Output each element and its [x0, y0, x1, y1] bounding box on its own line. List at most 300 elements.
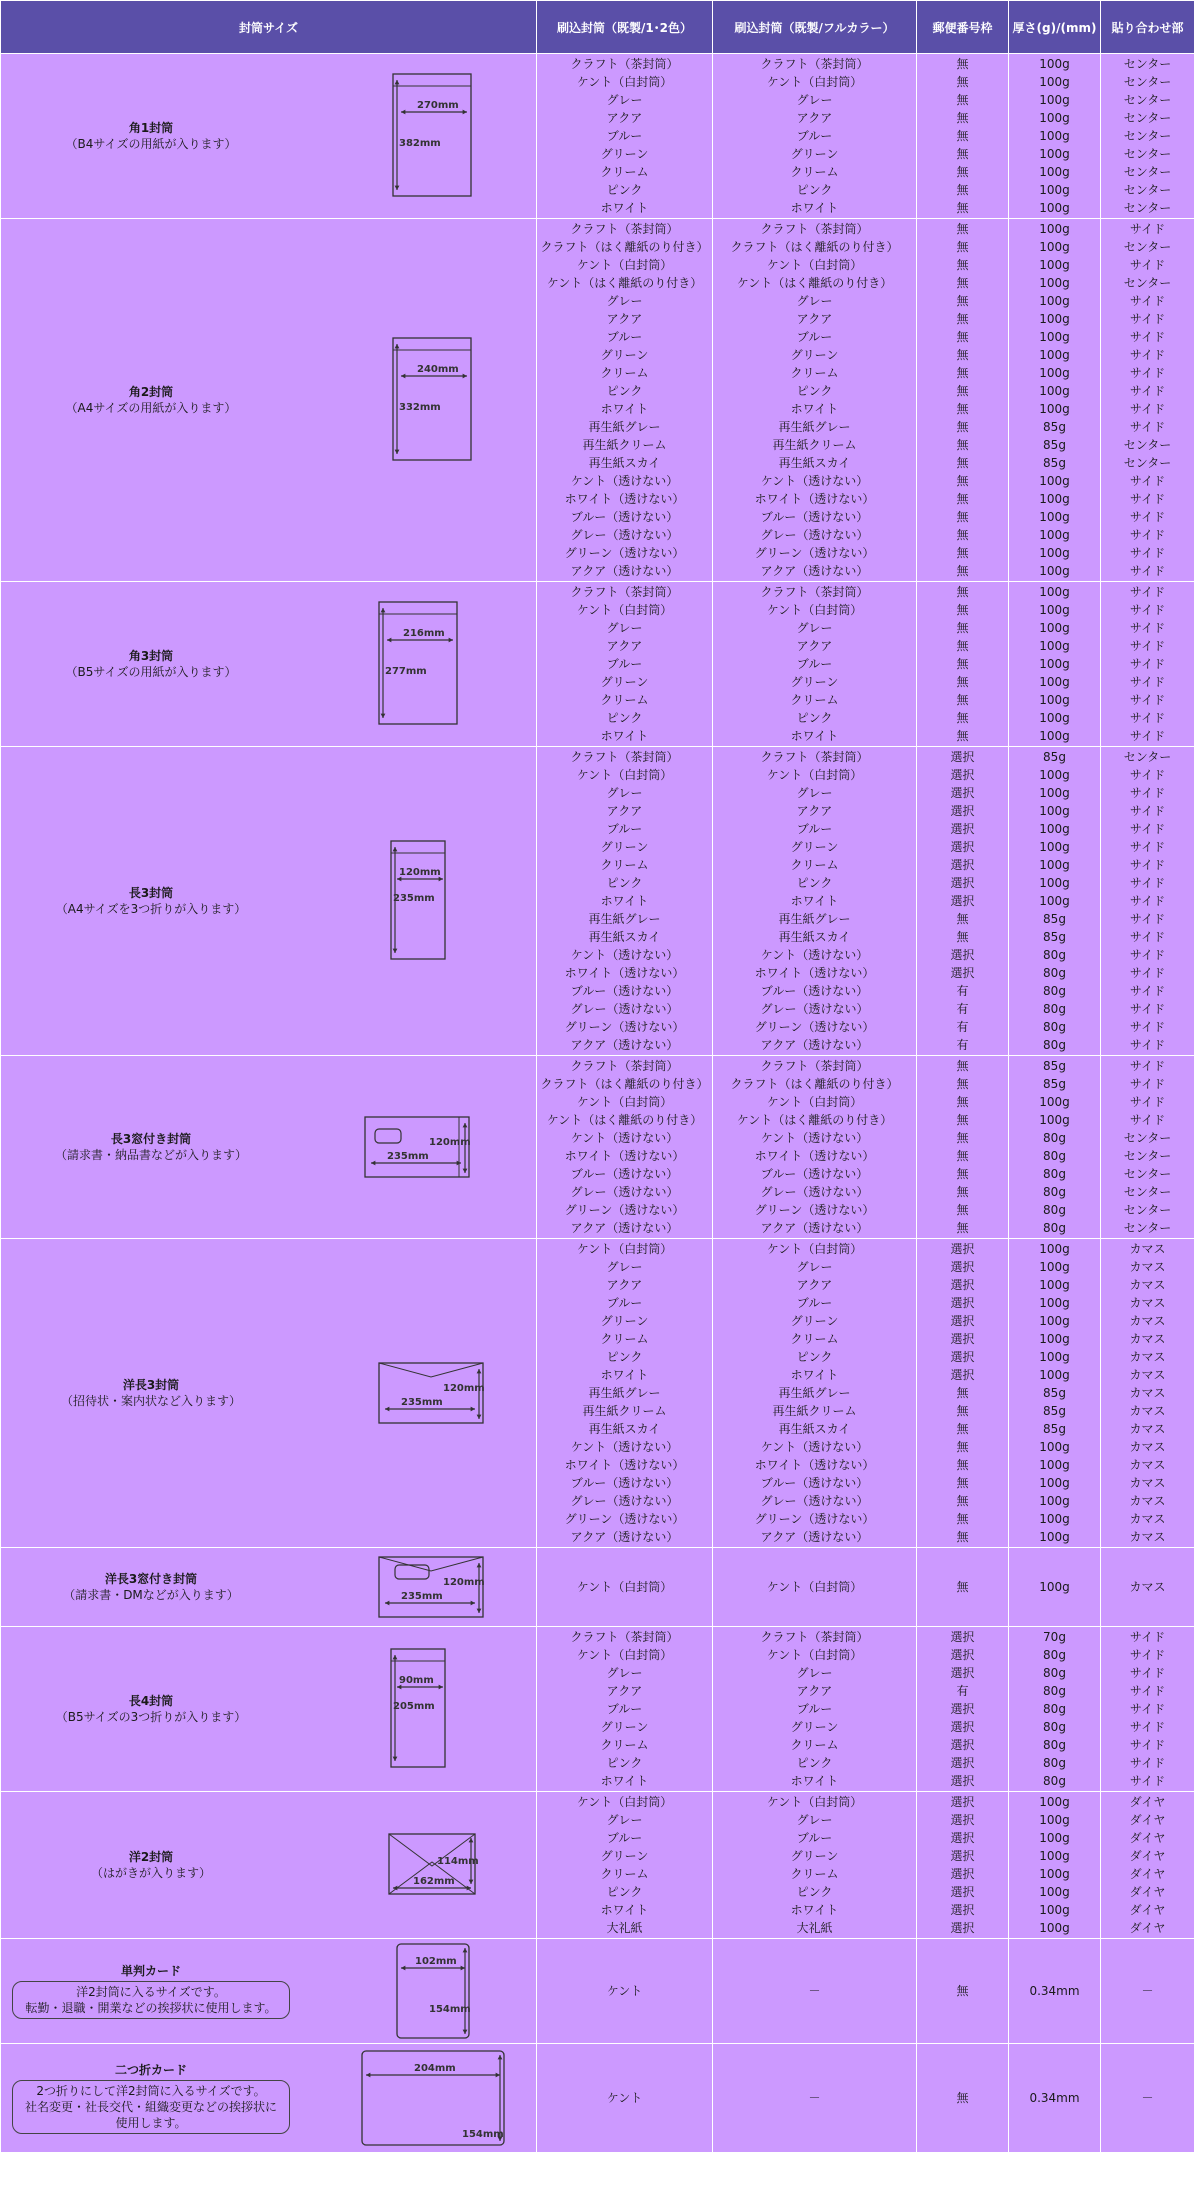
list-item: サイド [1129, 675, 1166, 689]
list-item: ピンク [606, 1885, 643, 1899]
list-item: 選択 [950, 786, 975, 800]
list-item: 無 [956, 1458, 969, 1472]
dimension-label: 270mm [417, 100, 459, 111]
envelope-name-block [1, 120, 301, 152]
list-item: 無 [956, 438, 969, 452]
list-item: 選択 [950, 1849, 975, 1863]
list-item: 0.34mm [1029, 2091, 1080, 2105]
list-item: 無 [956, 111, 969, 125]
column-postal-code-box-cell [917, 1627, 1009, 1792]
list-item: グレー（透けない） [760, 528, 869, 542]
list-item: 再生紙グレー [588, 420, 661, 434]
list-item: 100g [1039, 1849, 1070, 1863]
list-item: グレー [606, 1813, 643, 1827]
list-item: グレー [606, 621, 643, 635]
list-item: サイド [1129, 258, 1166, 272]
list-item: 選択 [950, 1260, 975, 1274]
list-item: サイド [1129, 984, 1166, 998]
list-item: 100g [1039, 75, 1070, 89]
list-item: － [808, 2091, 821, 2105]
list-item: 100g [1039, 1885, 1070, 1899]
list-item: 無 [956, 1440, 969, 1454]
list-item: ケント [606, 1984, 643, 1998]
envelope-dimension-drawing [360, 2049, 506, 2147]
list-item: 有 [956, 1002, 969, 1016]
envelope-name: 角1封筒 [128, 121, 174, 135]
list-item: クリーム [600, 366, 649, 380]
list-item: 100g [1039, 147, 1070, 161]
list-item: 100g [1039, 222, 1070, 236]
list-item: アクア [606, 1684, 643, 1698]
list-item: ケント（白封筒） [576, 1095, 673, 1109]
list-item: ダイヤ [1129, 1831, 1166, 1845]
column-postal-code-box-cell [917, 2044, 1009, 2153]
list-item: 選択 [950, 858, 975, 872]
dimension-label: 382mm [399, 138, 441, 149]
list-item: 選択 [950, 1242, 975, 1256]
list-item: カマス [1129, 1422, 1166, 1436]
list-item: 選択 [950, 1350, 975, 1364]
list-item: 80g [1043, 1185, 1066, 1199]
list-item: センター [1123, 93, 1172, 107]
list-item: ホワイト [600, 894, 649, 908]
envelope-description: 2つ折りにして洋2封筒に入るサイズです。 社名変更・社長交代・組織変更などの挨拶状に 使用します。 [12, 2080, 290, 2134]
envelope-description: （B5サイズの用紙が入ります） [65, 665, 237, 679]
list-item: 無 [956, 510, 969, 524]
envelope-description: （はがきが入ります） [90, 1866, 211, 1880]
dimension-label: 154mm [429, 2004, 471, 2015]
list-item: ケント（白封筒） [766, 603, 863, 617]
list-item: センター [1123, 147, 1172, 161]
list-item: 選択 [950, 876, 975, 890]
list-item: 80g [1043, 948, 1066, 962]
list-item: クリーム [600, 693, 649, 707]
list-item: クラフト（はく離紙のり付き） [540, 240, 709, 254]
list-item: 80g [1043, 1149, 1066, 1163]
list-item: グリーン [600, 348, 649, 362]
list-item: 無 [956, 1095, 969, 1109]
list-item: ホワイト（透けない） [754, 1458, 875, 1472]
list-item: グレー [796, 294, 833, 308]
dimension-label: 102mm [415, 1956, 457, 1967]
list-item: グリーン（透けない） [754, 1512, 875, 1526]
list-item: 100g [1039, 1296, 1070, 1310]
list-item: 無 [956, 1131, 969, 1145]
column-seam-cell [1101, 219, 1194, 582]
list-item: クラフト（はく離紙のり付き） [730, 1077, 899, 1091]
list-item: サイド [1129, 1738, 1166, 1752]
envelope-name: 洋2封筒 [128, 1850, 174, 1864]
list-item: クリーム [790, 693, 839, 707]
list-item: 100g [1039, 1921, 1070, 1935]
list-item: 100g [1039, 1260, 1070, 1274]
list-item: 有 [956, 1038, 969, 1052]
list-item: アクア [606, 312, 643, 326]
list-item: ホワイト [790, 729, 839, 743]
list-item: 100g [1039, 729, 1070, 743]
list-item: ピンク [796, 711, 833, 725]
list-item: 100g [1039, 876, 1070, 890]
list-item: サイド [1129, 528, 1166, 542]
list-item: クリーム [790, 1332, 839, 1346]
list-item: 100g [1039, 330, 1070, 344]
list-item: 無 [956, 1494, 969, 1508]
list-item: 80g [1043, 1221, 1066, 1235]
list-item: グレー [796, 621, 833, 635]
envelope-description: （請求書・納品書などが入ります） [54, 1148, 247, 1162]
envelope-dimension-drawing [389, 1647, 449, 1771]
dimension-label: 120mm [443, 1577, 485, 1588]
envelope-name-block [1, 1849, 301, 1881]
list-item: グレー（透けない） [570, 1494, 679, 1508]
list-item: 選択 [950, 1296, 975, 1310]
list-item: ブルー [796, 330, 833, 344]
dimension-label: 120mm [399, 867, 441, 878]
envelope-illustration [389, 839, 449, 963]
list-item: カマス [1129, 1296, 1166, 1310]
list-item: 無 [956, 366, 969, 380]
list-item: 無 [956, 1422, 969, 1436]
list-item: グレー [796, 786, 833, 800]
envelope-group-row [1, 1056, 1194, 1239]
list-item: 再生紙グレー [778, 420, 851, 434]
list-item: 有 [956, 1020, 969, 1034]
list-item: サイド [1129, 729, 1166, 743]
list-item: 無 [956, 1404, 969, 1418]
column-print-1-2-color-cell [537, 1939, 713, 2044]
list-item: 100g [1039, 1095, 1070, 1109]
list-item: クラフト（茶封筒） [570, 57, 679, 71]
list-item: サイド [1129, 603, 1166, 617]
list-item: 無 [956, 294, 969, 308]
list-item: クリーム [790, 1738, 839, 1752]
list-item: クラフト（はく離紙のり付き） [730, 240, 899, 254]
list-item: センター [1123, 1203, 1172, 1217]
list-item: 80g [1043, 1131, 1066, 1145]
list-item: カマス [1129, 1242, 1166, 1256]
list-item: 再生紙スカイ [778, 456, 851, 470]
list-item: サイド [1129, 222, 1166, 236]
list-item: ブルー（透けない） [760, 1167, 869, 1181]
list-item: 無 [956, 657, 969, 671]
envelope-illustration [387, 1832, 479, 1898]
list-item: ケント（白封筒） [576, 75, 673, 89]
list-item: ピンク [606, 711, 643, 725]
list-item: 無 [956, 1077, 969, 1091]
list-item: アクア [606, 804, 643, 818]
list-item: クリーム [600, 165, 649, 179]
list-item: 選択 [950, 1903, 975, 1917]
list-item: 無 [956, 165, 969, 179]
list-item: グレー（透けない） [760, 1002, 869, 1016]
list-item: カマス [1129, 1458, 1166, 1472]
list-item: ケント（白封筒） [766, 768, 863, 782]
list-item: 85g [1043, 750, 1066, 764]
list-item: サイド [1129, 693, 1166, 707]
list-item: 100g [1039, 294, 1070, 308]
list-item: 100g [1039, 510, 1070, 524]
list-item: 100g [1039, 639, 1070, 653]
envelope-size-cell [1, 2044, 537, 2153]
list-item: 80g [1043, 1167, 1066, 1181]
list-item: 無 [956, 546, 969, 560]
list-item: グリーン [600, 840, 649, 854]
column-postal-code-box-cell [917, 219, 1009, 582]
list-item: 無 [956, 603, 969, 617]
list-item: カマス [1129, 1368, 1166, 1382]
envelope-illustration [391, 72, 475, 200]
list-item: 無 [956, 1203, 969, 1217]
list-item: ホワイト（透けない） [564, 1149, 685, 1163]
column-print-1-2-color-cell [537, 54, 713, 219]
list-item: クラフト（茶封筒） [570, 1630, 679, 1644]
list-item: 無 [956, 183, 969, 197]
envelope-name: 洋長3封筒 [122, 1378, 180, 1392]
envelope-description: （B5サイズの3つ折りが入ります） [55, 1710, 247, 1724]
envelope-group-row [1, 582, 1194, 747]
list-item: 0.34mm [1029, 1984, 1080, 1998]
list-item: ダイヤ [1129, 1849, 1166, 1863]
dimension-label: 204mm [414, 2063, 456, 2074]
list-item: サイド [1129, 1774, 1166, 1788]
list-item: ピンク [606, 1350, 643, 1364]
list-item: 選択 [950, 1738, 975, 1752]
list-item: 85g [1043, 420, 1066, 434]
envelope-description: （A4サイズの用紙が入ります） [65, 401, 237, 415]
list-item: 無 [956, 2091, 969, 2105]
list-item: 選択 [950, 768, 975, 782]
list-item: 無 [956, 348, 969, 362]
list-item: ダイヤ [1129, 1903, 1166, 1917]
envelope-group-row [1, 54, 1194, 219]
column-seam-cell [1101, 1792, 1194, 1939]
list-item: 100g [1039, 1278, 1070, 1292]
list-item: ケント（白封筒） [766, 1795, 863, 1809]
envelope-size-cell [1, 747, 537, 1056]
list-item: ホワイト [600, 1368, 649, 1382]
column-thickness-cell [1009, 582, 1101, 747]
list-item: カマス [1129, 1278, 1166, 1292]
list-item: ダイヤ [1129, 1867, 1166, 1881]
envelope-name: 角2封筒 [128, 385, 174, 399]
envelope-name-block [1, 885, 301, 917]
list-item: 無 [956, 1167, 969, 1181]
list-item: 100g [1039, 1476, 1070, 1490]
list-item: 無 [956, 1512, 969, 1526]
list-item: 無 [956, 129, 969, 143]
list-item: 100g [1039, 693, 1070, 707]
list-item: クラフト（茶封筒） [570, 1059, 679, 1073]
list-item: ホワイト [790, 201, 839, 215]
list-item: 無 [956, 930, 969, 944]
list-item: アクア [796, 804, 833, 818]
list-item: 100g [1039, 1494, 1070, 1508]
list-item: 85g [1043, 456, 1066, 470]
list-item: アクア（透けない） [760, 1530, 869, 1544]
list-item: ピンク [606, 384, 643, 398]
column-print-1-2-color-cell [537, 2044, 713, 2153]
list-item: ピンク [606, 1756, 643, 1770]
column-thickness-cell [1009, 1627, 1101, 1792]
list-item: 100g [1039, 111, 1070, 125]
list-item: ブルー [606, 657, 643, 671]
column-seam-cell [1101, 747, 1194, 1056]
list-item: カマス [1129, 1440, 1166, 1454]
envelope-dimension-drawing [391, 336, 475, 464]
list-item: 無 [956, 1386, 969, 1400]
list-item: グリーン [600, 147, 649, 161]
list-item: 100g [1039, 621, 1070, 635]
list-item: ケント（白封筒） [576, 1580, 673, 1594]
list-item: カマス [1129, 1332, 1166, 1346]
column-seam-cell [1101, 1939, 1194, 2044]
list-item: 100g [1039, 183, 1070, 197]
envelope-group-row [1, 1239, 1194, 1548]
header-print-1-2-color: 刷込封筒（既製/1･2色） [537, 1, 713, 54]
list-item: 選択 [950, 1885, 975, 1899]
list-item: ホワイト [600, 201, 649, 215]
list-item: 80g [1043, 966, 1066, 980]
list-item: ピンク [796, 384, 833, 398]
list-item: 有 [956, 984, 969, 998]
list-item: 選択 [950, 1867, 975, 1881]
list-item: 選択 [950, 1921, 975, 1935]
list-item: グリーン [790, 1849, 839, 1863]
list-item: アクア [606, 639, 643, 653]
list-item: 100g [1039, 1795, 1070, 1809]
list-item: ダイヤ [1129, 1885, 1166, 1899]
envelope-name-block [1, 1571, 301, 1603]
list-item: サイド [1129, 1059, 1166, 1073]
column-seam-cell [1101, 582, 1194, 747]
list-item: 100g [1039, 585, 1070, 599]
list-item: 選択 [950, 1666, 975, 1680]
envelope-dimension-drawing [389, 839, 449, 963]
list-item: 100g [1039, 1350, 1070, 1364]
list-item: 80g [1043, 1020, 1066, 1034]
list-item: ホワイト [790, 1774, 839, 1788]
list-item: 再生紙グレー [778, 912, 851, 926]
list-item: 100g [1039, 366, 1070, 380]
list-item: 選択 [950, 1630, 975, 1644]
list-item: 無 [956, 1059, 969, 1073]
envelope-name-block [1, 1693, 301, 1725]
list-item: 100g [1039, 840, 1070, 854]
list-item: クリーム [790, 165, 839, 179]
list-item: ホワイト [600, 1903, 649, 1917]
header-envelope-size: 封筒サイズ [1, 1, 537, 54]
list-item: サイド [1129, 294, 1166, 308]
list-item: 100g [1039, 474, 1070, 488]
column-seam-cell [1101, 1627, 1194, 1792]
list-item: クリーム [790, 858, 839, 872]
list-item: ケント（はく離紙のり付き） [546, 276, 703, 290]
list-item: 100g [1039, 1242, 1070, 1256]
envelope-name: 長3窓付き封筒 [110, 1132, 192, 1146]
list-item: 無 [956, 1185, 969, 1199]
list-item: 選択 [950, 1756, 975, 1770]
column-thickness-cell [1009, 1939, 1101, 2044]
list-item: 無 [956, 693, 969, 707]
list-item: 無 [956, 222, 969, 236]
list-item: サイド [1129, 711, 1166, 725]
envelope-description: （A4サイズを3つ折りが入ります） [55, 902, 247, 916]
list-item: 選択 [950, 1774, 975, 1788]
column-thickness-cell [1009, 2044, 1101, 2153]
list-item: 100g [1039, 1458, 1070, 1472]
list-item: ブルー [606, 1831, 643, 1845]
list-item: ホワイト [600, 402, 649, 416]
list-item: カマス [1129, 1314, 1166, 1328]
list-item: カマス [1129, 1386, 1166, 1400]
list-item: 無 [956, 639, 969, 653]
list-item: 無 [956, 276, 969, 290]
envelope-description: （招待状・案内状など入ります） [60, 1394, 241, 1408]
envelope-name-block [1, 2062, 301, 2134]
list-item: サイド [1129, 1002, 1166, 1016]
list-item: 80g [1043, 1720, 1066, 1734]
list-item: 無 [956, 528, 969, 542]
list-item: サイド [1129, 1666, 1166, 1680]
dimension-label: 154mm [462, 2129, 504, 2140]
list-item: ブルー（透けない） [570, 1167, 679, 1181]
list-item: ケント（透けない） [760, 1131, 869, 1145]
list-item: クリーム [790, 1867, 839, 1881]
list-item: 85g [1043, 1404, 1066, 1418]
list-item: グリーン（透けない） [564, 1203, 685, 1217]
list-item: クリーム [790, 366, 839, 380]
list-item: 100g [1039, 201, 1070, 215]
list-item: 80g [1043, 1038, 1066, 1052]
envelope-group-row [1, 1627, 1194, 1792]
column-print-full-color-cell [713, 54, 917, 219]
list-item: ホワイト [600, 729, 649, 743]
envelope-dimension-drawing [377, 1357, 489, 1429]
list-item: ケント（白封筒） [766, 1648, 863, 1662]
list-item: グリーン（透けない） [564, 1512, 685, 1526]
list-item: グレー（透けない） [570, 528, 679, 542]
list-item: グレー [606, 1260, 643, 1274]
list-item: カマス [1129, 1404, 1166, 1418]
header-seam: 貼り合わせ部 [1101, 1, 1194, 54]
list-item: 無 [956, 474, 969, 488]
list-item: アクア [796, 1684, 833, 1698]
list-item: ピンク [796, 1350, 833, 1364]
list-item: 無 [956, 1530, 969, 1544]
envelope-illustration [377, 1357, 489, 1429]
list-item: ダイヤ [1129, 1921, 1166, 1935]
list-item: サイド [1129, 657, 1166, 671]
envelope-name: 長4封筒 [128, 1694, 174, 1708]
envelope-group-row [1, 747, 1194, 1056]
list-item: 100g [1039, 1867, 1070, 1881]
column-print-1-2-color-cell [537, 1239, 713, 1548]
list-item: アクア（透けない） [570, 564, 679, 578]
list-item: センター [1123, 1221, 1172, 1235]
column-print-full-color-cell [713, 1627, 917, 1792]
list-item: センター [1123, 165, 1172, 179]
column-postal-code-box-cell [917, 1239, 1009, 1548]
list-item: カマス [1129, 1260, 1166, 1274]
list-item: 無 [956, 147, 969, 161]
dimension-label: 90mm [399, 1675, 434, 1686]
list-item: ケント（透けない） [570, 1440, 679, 1454]
list-item: 100g [1039, 786, 1070, 800]
list-item: 100g [1039, 1813, 1070, 1827]
list-item: グリーン [790, 1720, 839, 1734]
list-item: 再生紙スカイ [588, 1422, 661, 1436]
envelope-size-cell [1, 1627, 537, 1792]
